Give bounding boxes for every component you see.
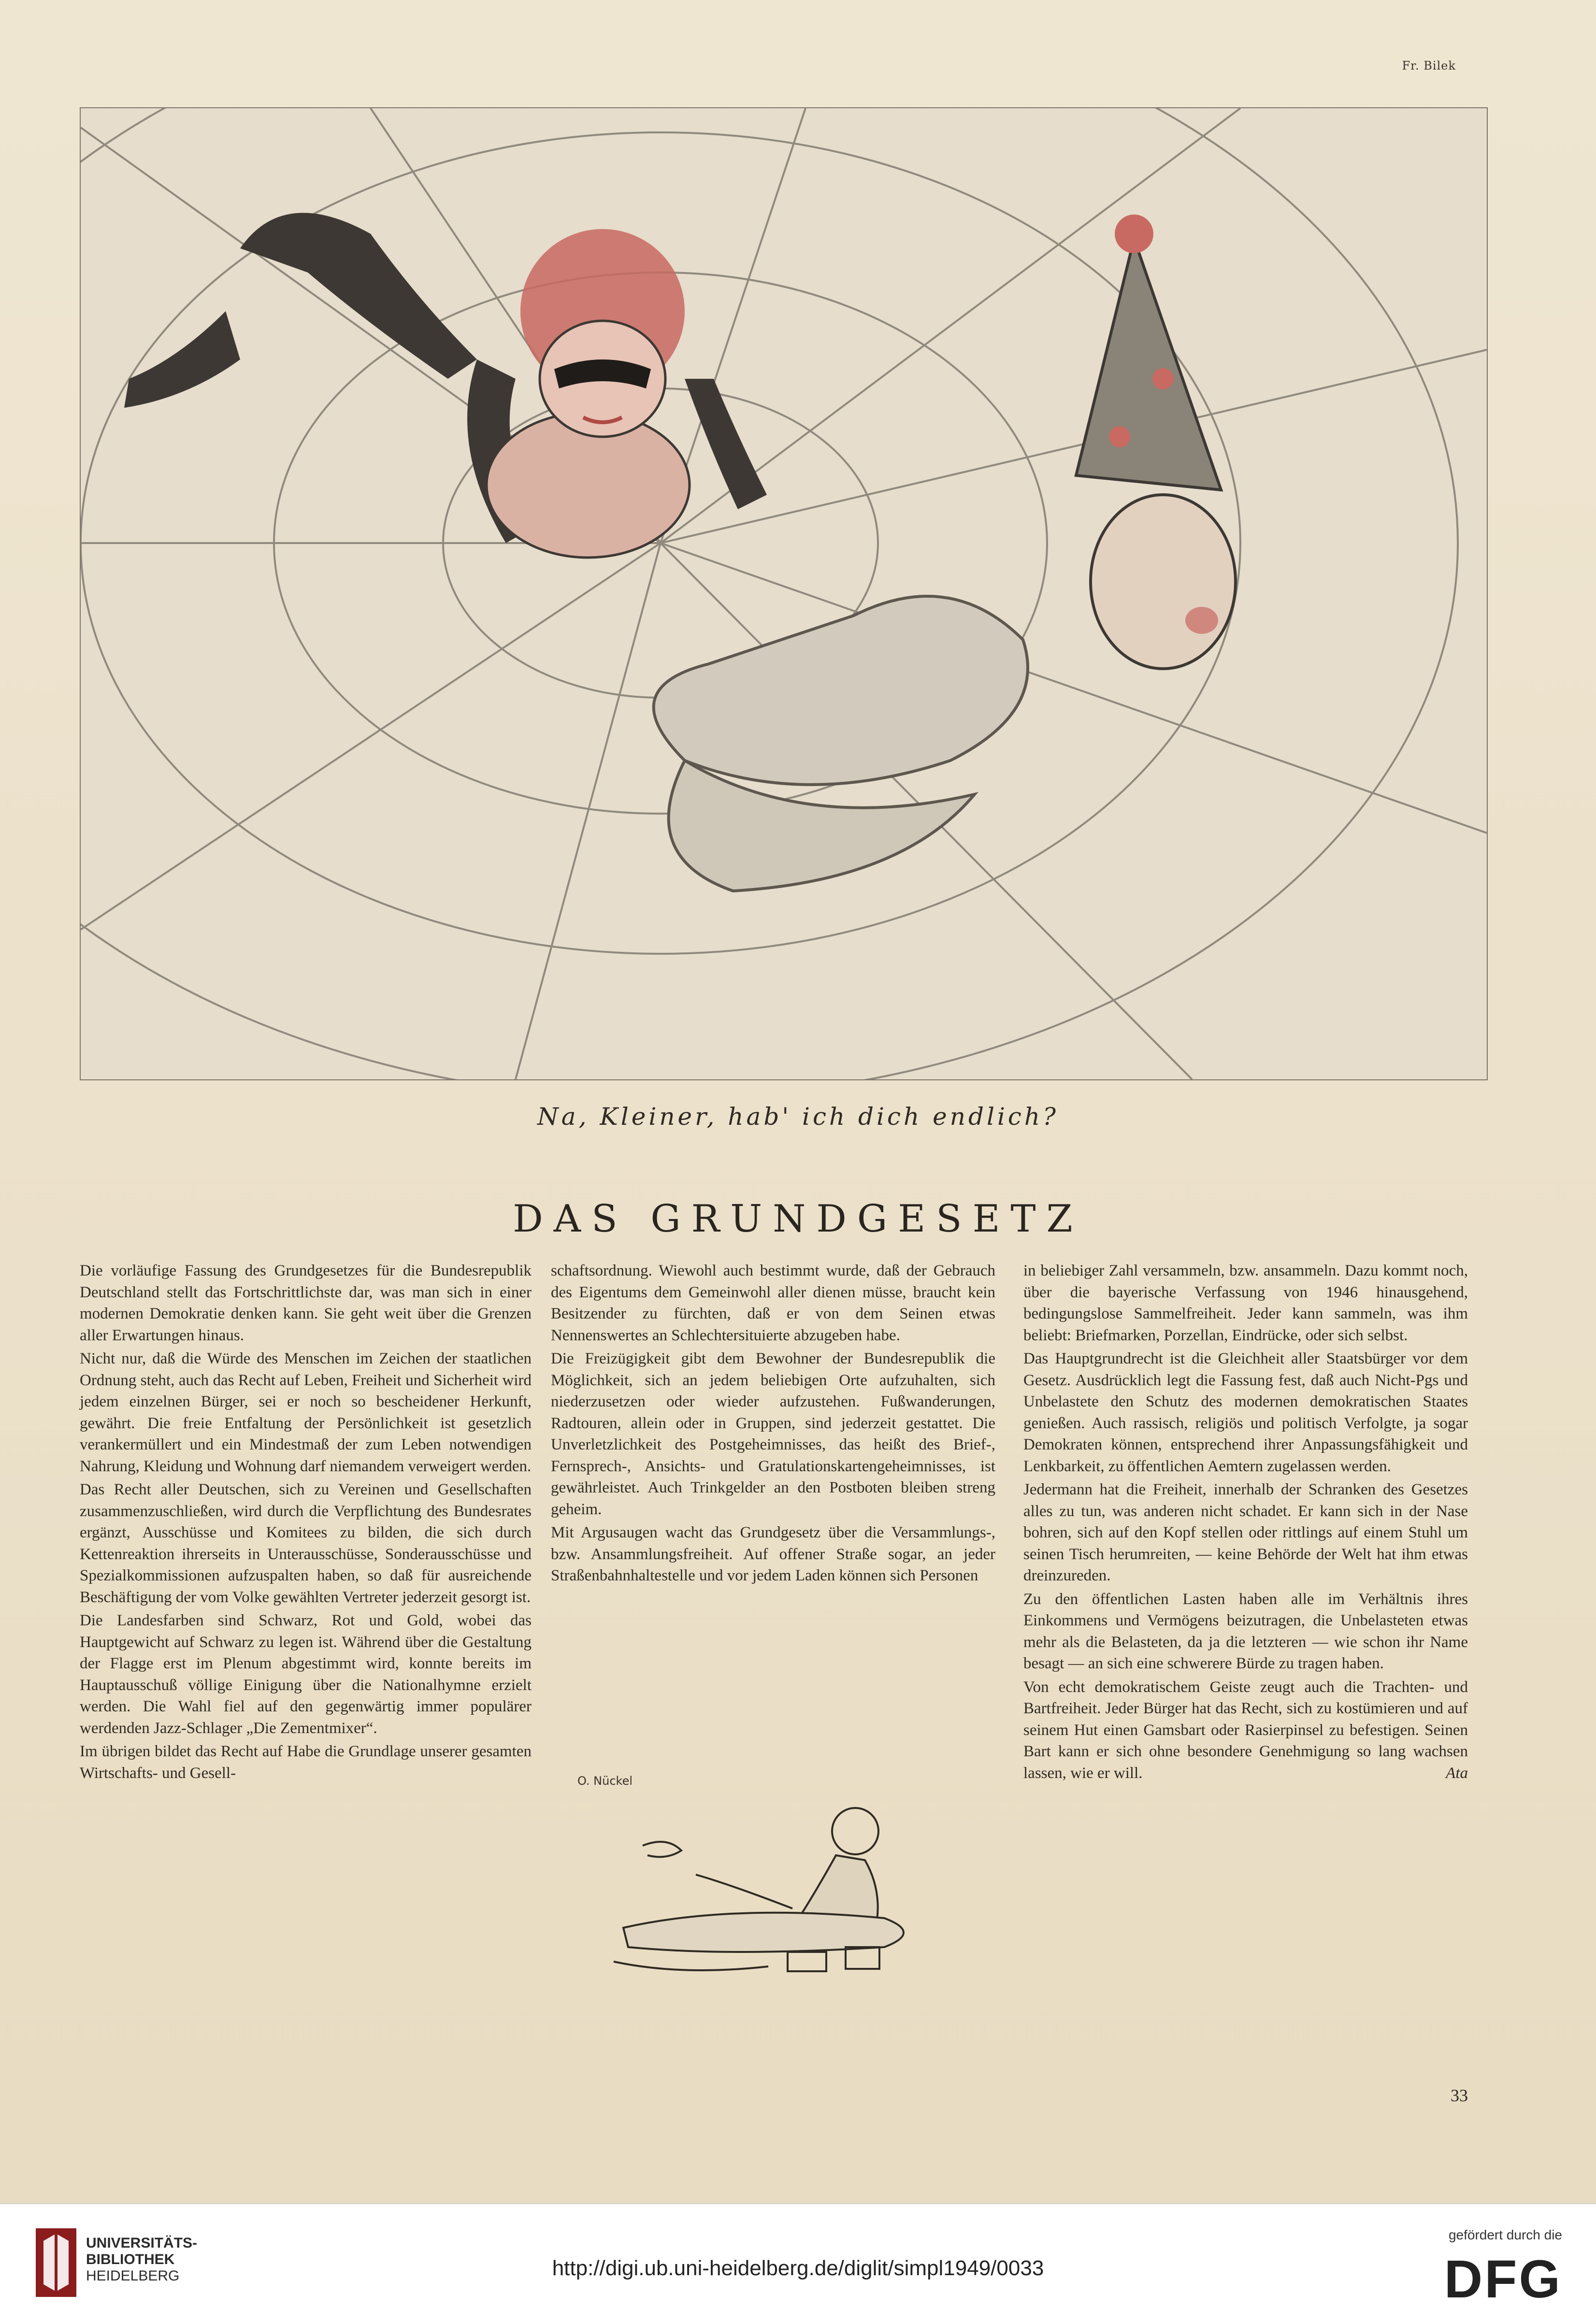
dfg-logo: DFG bbox=[1444, 2250, 1562, 2309]
paragraph: schaftsordnung. Wiewohl auch bestimmt wurde, daß der Gebrauch des Eigentums dem Gemeinwohl aller dienen müsse, braucht kein Besitzender zu fürchten, daß er von dem Seinen etwas Nennenswertes an Schlechtersituierte abzugeben habe. bbox=[551, 1262, 995, 1344]
paragraph: Das Recht aller Deutschen, sich zu Vereinen und Gesellschaften zusammenzuschließen, wird durch die Verpflichtung des Bundesrates ergänzt, Ausschüsse und Komitees zu bilden, die sich durch Kettenreaktion ihrerseits in Unterausschüsse, Sonderausschüsse und Spezialkommissionen aufzuspalten haben, so daß für ausreichende Beschäftigung der vom Volke gewählten Vertreter jederzeit gesorgt ist. bbox=[80, 1481, 532, 1606]
small-illustrator-credit: O. Nückel bbox=[577, 1774, 633, 1788]
article-column-3 bbox=[1023, 1260, 1468, 1786]
author-signature: Ata bbox=[1446, 1764, 1468, 1782]
funding-note: gefördert durch die bbox=[1448, 2227, 1562, 2242]
article-column-1 bbox=[80, 1260, 532, 1786]
spider-cartoon bbox=[80, 107, 1488, 1080]
paragraph: in beliebiger Zahl versammeln, bzw. ansammeln. Dazu kommt noch, über die bayerische Verfassung von 1946 hinausgehend, bedingungslose Sammelfreiheit. Jeder kann sammeln, was ihm beliebt: Briefmarken, Porzellan, Eindrücke, oder sich selbst. bbox=[1023, 1262, 1468, 1344]
paragraph: Zu den öffentlichen Lasten haben alle im Verhältnis ihres Einkommens und Vermögens beizutragen, die Unbelasteten etwas mehr als die Belasteten, da ja die letzteren — wie schon ihr Name besagt — an sich eine schwerere Bürde zu tragen haben. bbox=[1023, 1590, 1468, 1672]
paragraph: Die Landesfarben sind Schwarz, Rot und Gold, wobei das Hauptgewicht auf Schwarz zu legen ist. Während über die Gestaltung der Flagge erst im Plenum abgestimmt wird, konnte bereits im Hauptausschuß völlige Einigung über die Nationalhymne erzielt werden. Die Wahl fiel auf den gegenwärtig immer populärer werdenden Jazz-Schlager „Die Zementmixer“. bbox=[80, 1612, 532, 1737]
cartoon-caption: Na, Kleiner, hab' ich dich endlich? bbox=[537, 1103, 1059, 1131]
library-name-line: HEIDELBERG bbox=[86, 2268, 180, 2284]
page-number: 33 bbox=[1451, 2086, 1468, 2105]
paragraph: Jedermann hat die Freiheit, innerhalb der Schranken des Gesetzes alles zu tun, was anderen nicht schadet. Er kann sich in der Nase bohren, sich auf den Kopf stellen oder rittlings auf einem Stuhl um seinen Tisch herumreiten, — keine Behörde der Welt hat ihm etwas dreinzureden. bbox=[1023, 1481, 1468, 1584]
article-column-2 bbox=[551, 1260, 995, 1589]
paragraph: Das Hauptgrundrecht ist die Gleichheit aller Staatsbürger vor dem Gesetz. Ausdrücklich legt die Fassung fest, daß auch Nicht-Pgs und Unbelastete den Schutz des modernen demokratischen Staates genießen. Auch rassisch, religiös und politisch Verfolgte, ja sogar Demokraten können, entsprechend ihrer Anpassungsfähigkeit und Lenkbarkeit, zu öffentlichen Aemtern zugelassen werden. bbox=[1023, 1350, 1468, 1475]
source-url-link[interactable]: http://digi.ub.uni-heidelberg.de/diglit/simpl1949/0033 bbox=[552, 2256, 1044, 2280]
paragraph: Mit Argusaugen wacht das Grundgesetz über die Versammlungs-, bzw. Ansammlungsfreiheit. Auf offener Straße sogar, an jeder Straßenbahnhaltestelle und vor jedem Laden können sich Personen bbox=[551, 1524, 995, 1584]
library-name-line: UNIVERSITÄTS- bbox=[86, 2235, 198, 2251]
reclining-woman-sketch bbox=[585, 1788, 962, 1991]
paragraph: Nicht nur, daß die Würde des Menschen im Zeichen der staatlichen Ordnung steht, auch das Recht auf Leben, Freiheit und Sicherheit wird jedem einzelnen Bürger, sei er noch so bescheidener Herkunft, gewährt. Die freie Entfaltung der Persönlichkeit ist gesetzlich verankermüllert und ein Mindestmaß der zum Leben notwendigen Nahrung, Kleidung und Wohnung darf niemandem verweigert werden. bbox=[80, 1350, 532, 1475]
article-title: DAS GRUNDGESETZ bbox=[513, 1197, 1083, 1241]
paragraph: Im übrigen bildet das Recht auf Habe die Grundlage unserer gesamten Wirtschafts- und Gesell- bbox=[80, 1743, 532, 1782]
paragraph-text: Von echt demokratischem Geiste zeugt auch die Trachten- und Bartfreiheit. Jeder Bürger hat das Recht, sich zu kostümieren und auf seinem Hut einen Gamsbart oder Rasierpinsel zu befestigen. Seinen Bart kann er sich ohne besondere Genehmigung so lang wachsen lassen, wie er will. bbox=[1023, 1678, 1468, 1782]
illustrator-credit: Fr. Bilek bbox=[1402, 59, 1456, 72]
paragraph bbox=[1023, 1677, 1468, 1784]
digitization-footer bbox=[0, 2203, 1596, 2323]
paragraph: Die Freizügigkeit gibt dem Bewohner der Bundesrepublik die Möglichkeit, sich an jedem beliebigen Orte aufzuhalten, sich niederzusetzen oder wieder aufzustehen. Fußwanderungen, Radtouren, allein oder in Gruppen, sind jederzeit gestattet. Die Unverletzlichkeit des Postgeheimnisses, das heißt des Brief-, Fernsprech-, Ansichts- und Gratulationskartengeheimnisses, ist gewährleistet. Auch Trinkgelder an den Postboten bleiben streng geheim. bbox=[551, 1350, 995, 1518]
paragraph: Die vorläufige Fassung des Grundgesetzes für die Bundesrepublik Deutschland stellt das Fortschrittlichste dar, was man sich in einer modernen Demokratie denken kann. Sie geht weit über die Grenzen aller Erwartungen hinaus. bbox=[80, 1262, 532, 1344]
library-name-line: BIBLIOTHEK bbox=[86, 2251, 175, 2267]
